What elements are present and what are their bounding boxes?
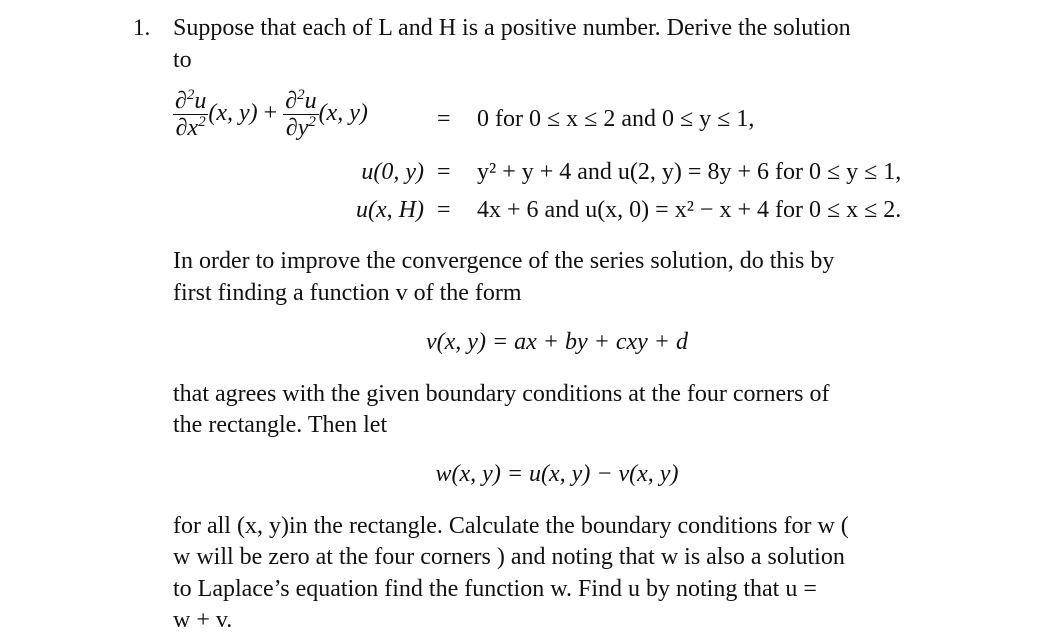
paragraph-2-line-1: that agrees with the given boundary conditions at the four corners of <box>173 381 830 407</box>
intro-line-1: Suppose that each of L and H is a positive number. Derive the solution <box>173 15 851 41</box>
fraction-d2u-dx2: $\frac{\partial^2u}{\partial x^2}$ <box>175 87 207 141</box>
paragraph-3-line-4: w + v. <box>173 607 233 633</box>
paragraph-1-line-1: In order to improve the convergence of the series solution, do this by <box>173 248 835 274</box>
v-form-equation: v(x, y) = ax + by + cxy + d <box>426 329 688 355</box>
paragraph-1-line-2: first finding a function v of the form <box>173 280 522 306</box>
equation-3-lhs: u(x, H) <box>356 197 424 223</box>
paragraph-2-line-2: the rectangle. Then let <box>173 412 388 438</box>
paragraph-3-line-3: to Laplace’s equation find the function w. Find u by noting that u = <box>173 576 817 602</box>
equation-row-3 <box>0 194 1064 226</box>
equation-1-rhs: 0 for 0 ≤ x ≤ 2 and 0 ≤ y ≤ 1, <box>477 106 755 132</box>
equation-3-rhs: 4x + 6 and u(x, 0) = x² − x + 4 for 0 ≤ x ≤ 2. <box>477 197 902 223</box>
equation-2-rhs: y² + y + 4 and u(2, y) = 8y + 6 for 0 ≤ y ≤ 1, <box>477 159 902 185</box>
equation-2-lhs: u(0, y) <box>361 159 424 185</box>
equation-row-2 <box>0 156 1064 188</box>
equals-sign: = <box>437 106 451 132</box>
equals-sign: = <box>437 159 451 185</box>
laplacian-lhs: $\frac{\partial^2u}{\partial x^2}$ (x, y) + $\frac{\partial^2u}{\partial y^2}$ (x, y) <box>175 87 368 141</box>
equation-row-1 <box>0 88 1064 152</box>
paragraph-3-line-1: for all (x, y)in the rectangle. Calculate the boundary conditions for w ( <box>173 513 849 539</box>
intro-line-2: to <box>173 47 192 73</box>
equals-sign: = <box>437 197 451 223</box>
problem-number: 1. <box>133 15 151 40</box>
fraction-d2u-dy2: $\frac{\partial^2u}{\partial y^2}$ <box>285 87 317 141</box>
paragraph-3-line-2: w will be zero at the four corners ) and noting that w is also a solution <box>173 544 845 570</box>
w-definition-equation: w(x, y) = u(x, y) − v(x, y) <box>435 461 679 487</box>
